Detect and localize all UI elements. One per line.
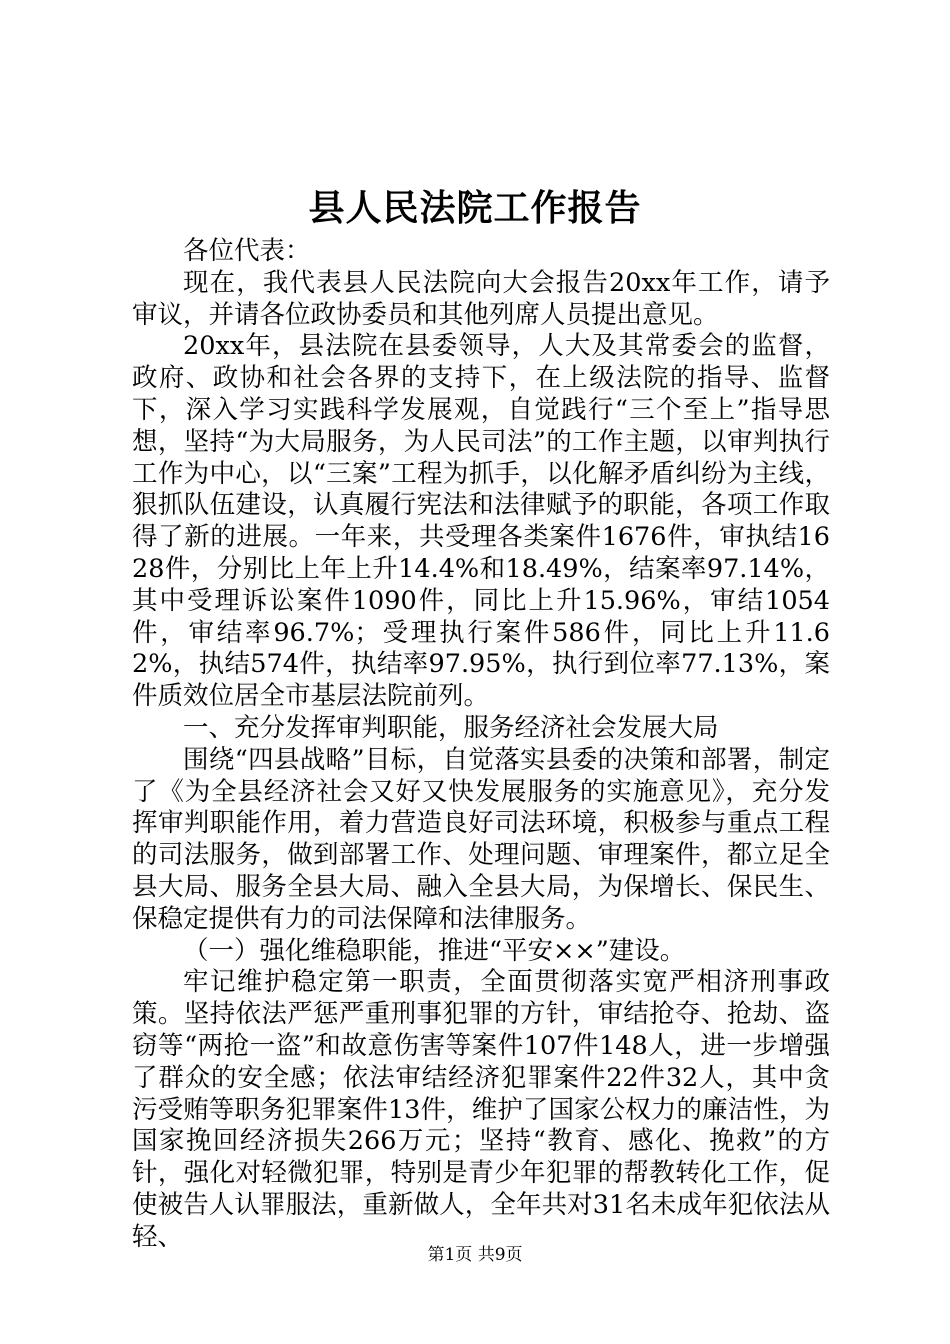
document-title: 县人民法院工作报告 [308,187,642,229]
page-number: 第1页 共9页 [427,1245,523,1265]
paragraph-intro: 现在，我代表县人民法院向大会报告20xx年工作，请予审议，并请各位政协委员和其他列席人员提出意见。 [132,267,830,330]
subsection-heading-1: （一）强化维稳职能，推进“平安××”建设。 [183,935,686,966]
salutation: 各位代表： [183,236,311,266]
paragraph-section-1: 围绕“四县战略”目标，自觉落实县委的决策和部署，制定了《为全县经济社会又好又快发展服务的实施意见》，充分发挥审判职能作用，着力营造良好司法环境，积极参与重点工程的司法服务，做到部署工作、处理问题、审理案件，都立足全县大局、服务全县大局、融入全县大局，为保增长、保民生、保稳定提供有力的司法保障和法律服务。 [132,744,830,934]
paragraph-summary: 20xx年，县法院在县委领导，人大及其常委会的监督，政府、政协和社会各界的支持下，在上级法院的指导、监督下，深入学习实践科学发展观，自觉践行“三个至上”指导思想，坚持“为大局服务，为人民司法”的工作主题，以审判执行工作为中心，以“三案”工程为抓手，以化解矛盾纠纷为主线，狠抓队伍建设，认真履行宪法和法律赋予的职能，各项工作取得了新的进展。一年来，共受理各类案件1676件，审执结1628件，分别比上年上升14.4%和18.49%，结案率97.14%，其中受理诉讼案件1090件，同比上升15.96%，审结1054件，审结率96.7%；受理执行案件586件，同比上升11.62%，执结574件，执结率97.95%，执行到位率77.13%，案件质效位居全市基层法院前列。 [132,331,830,712]
section-heading-1: 一、充分发挥审判职能，服务经济社会发展大局 [183,712,719,743]
paragraph-subsection-1: 牢记维护稳定第一职责，全面贯彻落实宽严相济刑事政策。坚持依法严惩严重刑事犯罪的方针，审结抢夺、抢劫、盗窃等“两抢一盗”和故意伤害等案件107件148人，进一步增强了群众的安全感；依法审结经济犯罪案件22件32人，其中贪污受贿等职务犯罪案件13件，维护了国家公权力的廉洁性，为国家挽回经济损失266万元；坚持“教育、感化、挽救”的方针，强化对轻微犯罪，特别是青少年犯罪的帮教转化工作，促使被告人认罪服法，重新做人，全年共对31名未成年犯依法从轻、 [132,967,830,1252]
document-body [132,236,830,1254]
